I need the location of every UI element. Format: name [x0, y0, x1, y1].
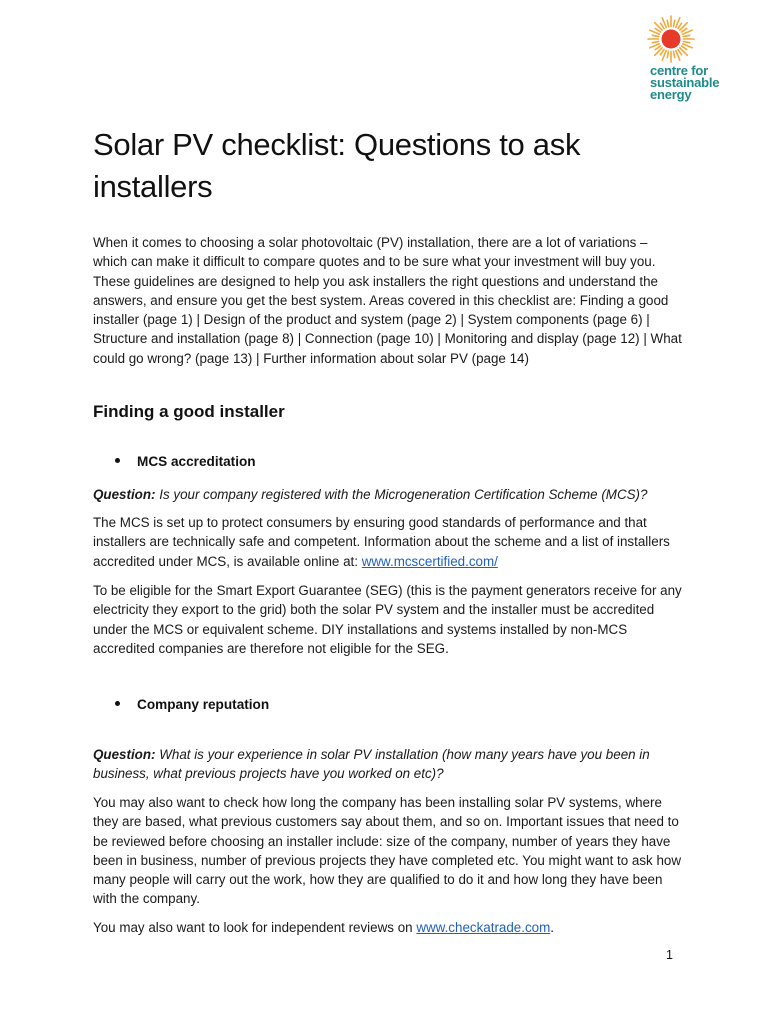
bullet-dot: [115, 701, 120, 706]
mcs-question: [93, 485, 683, 504]
checkatrade-link[interactable]: www.checkatrade.com: [416, 920, 551, 935]
question-label: Question:: [93, 487, 156, 502]
reputation-paragraph-2: [93, 918, 683, 937]
question-text: Is your company registered with the Microgeneration Certification Scheme (MCS)?: [159, 487, 648, 502]
reputation-question: [93, 745, 683, 784]
mcs-link[interactable]: www.mcscertified.com/: [361, 553, 498, 569]
bullet-mcs-accreditation: [115, 454, 256, 469]
bullet-label: Company reputation: [137, 697, 270, 712]
logo-text: centre for sustainable energy: [650, 63, 720, 102]
mcs-paragraph-1: [93, 513, 683, 571]
question-text: What is your experience in solar PV installation (how many years have you been in business, what previous projects have you worked on etc)?: [93, 747, 650, 782]
bullet-company-reputation: [115, 697, 269, 712]
logo: [644, 14, 740, 106]
paragraph-end: .: [550, 920, 555, 935]
mcs-paragraph-2: To be eligible for the Smart Export Guarantee (SEG) (this is the payment generators receive for any electricity they export to the grid) both the solar PV system and the installer must be accredited under the MCS or equivalent scheme. DIY installations and systems installed by non-MCS accredited companies are therefore not eligible for the SEG.: [93, 583, 682, 656]
paragraph-text: You may also want to look for independent reviews on: [93, 920, 417, 935]
intro-paragraph: When it comes to choosing a solar photovoltaic (PV) installation, there are a lot of variations – which can make it difficult to compare quotes and to be sure what your investment will buy you. These guidelines are designed to help you ask installers the right questions and understand the answers, and ensure you get the best system. Areas covered in this checklist are: Finding a good installer (page 1) | Design of the product and system (page 2) | System components (page 6) | Structure and installation (page 8) | Connection (page 10) | Monitoring and display (page 12) | What could go wrong? (page 13) | Further information about solar PV (page 14): [93, 235, 682, 366]
question-label: Question:: [93, 747, 156, 762]
page-number: 1: [666, 948, 673, 962]
paragraph-text: The MCS is set up to protect consumers by ensuring good standards of performance and that installers are technically safe and competent. Information about the scheme and a list of installers accredited under MCS, is available online at:: [93, 515, 670, 569]
reputation-paragraph-1: You may also want to check how long the company has been installing solar PV systems, where they are based, what previous customers say about them, and so on. Important issues that need to be reviewed before choosing an installer include: size of the company, number of years they have been in business, number of previous projects they have completed etc. You might want to ask how many people will carry out the work, how they are qualified to do it and how long they have been with the company.: [93, 795, 682, 907]
bullet-label: MCS accreditation: [137, 454, 256, 469]
page-title: Solar PV checklist: Questions to ask installers: [93, 127, 581, 204]
bullet-dot: [115, 458, 120, 463]
sun-icon: [646, 14, 696, 64]
section-heading: Finding a good installer: [93, 402, 285, 421]
